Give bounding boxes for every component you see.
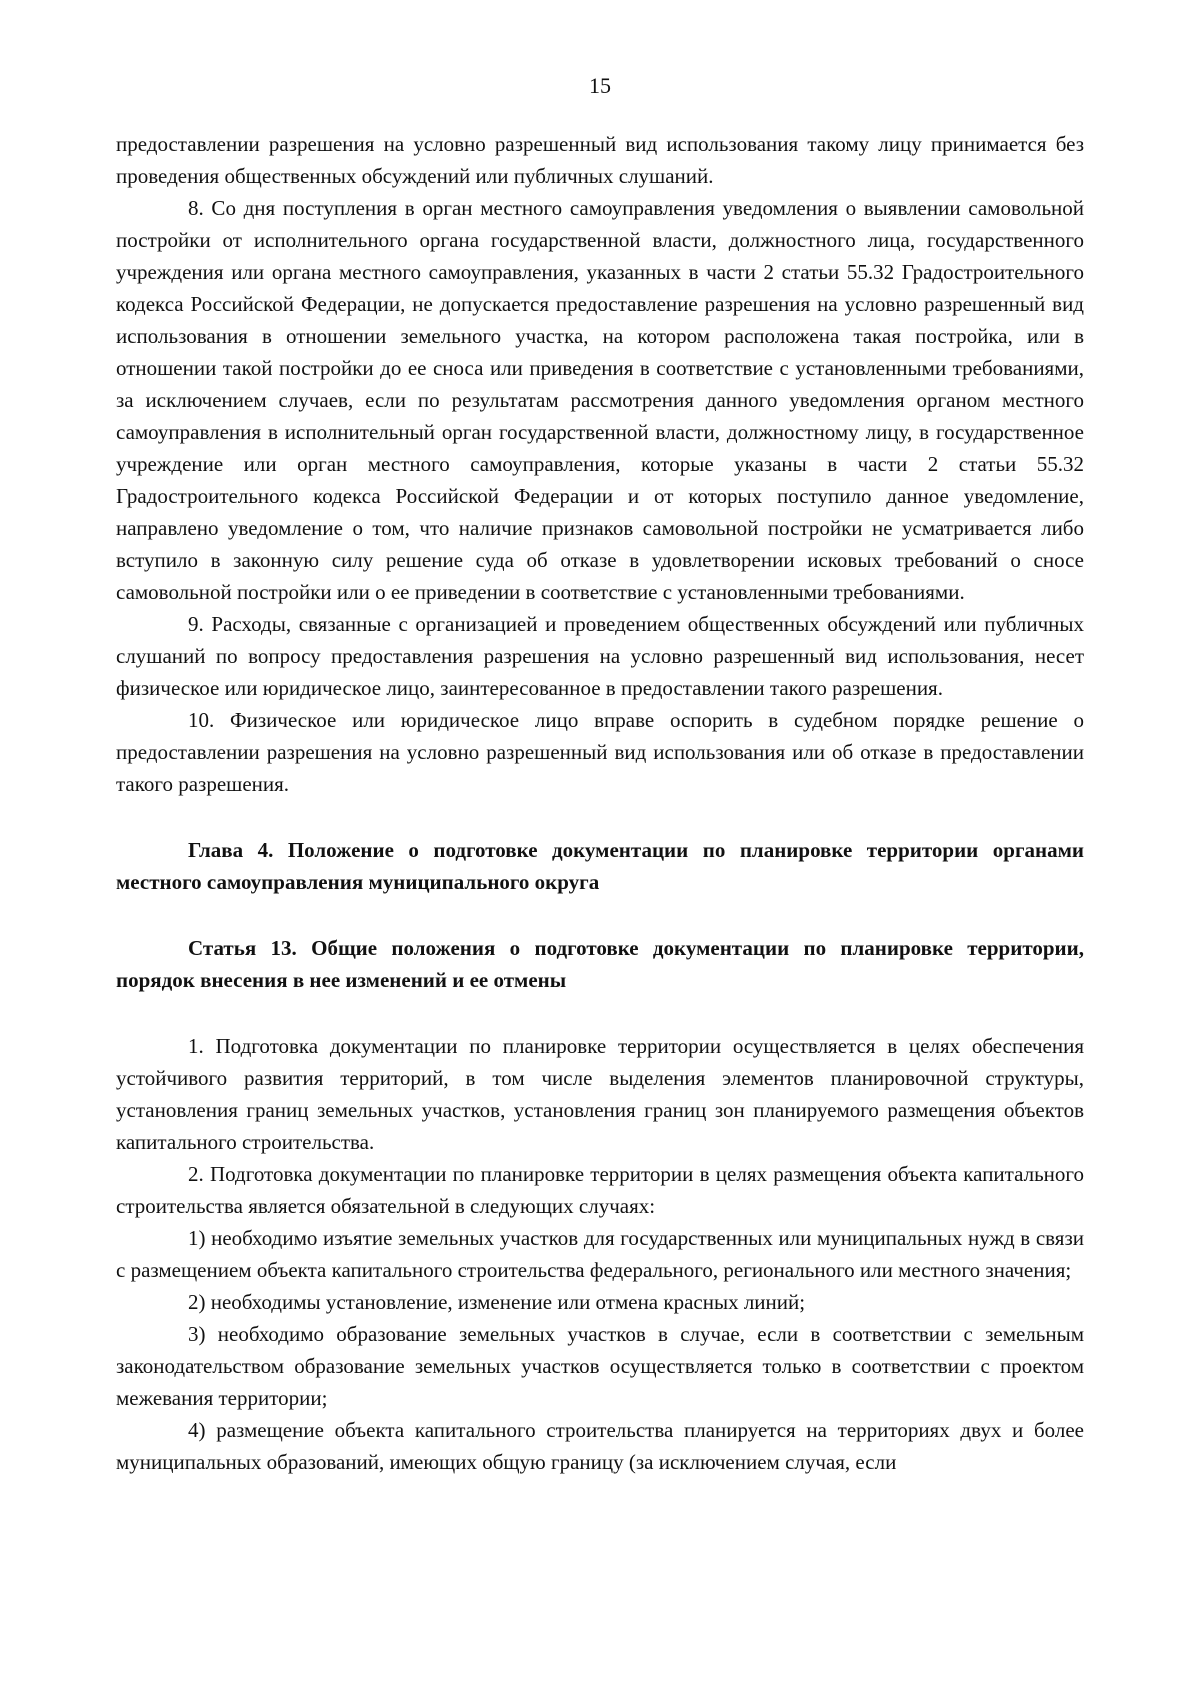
- chapter-heading: Глава 4. Положение о подготовке документации по планировке территории органами местного самоуправления муниципального округа: [116, 838, 1084, 894]
- paragraph-item-10: 10. Физическое или юридическое лицо вправе оспорить в судебном порядке решение о предоставлении разрешения на условно разрешенный вид использования или об отказе в предоставлении такого разрешения.: [116, 708, 1084, 796]
- list-item-4: 4) размещение объекта капитального строительства планируется на территориях двух и более муниципальных образований, имеющих общую границу (за исключением случая, если: [116, 1418, 1084, 1474]
- page-number: 15: [589, 73, 611, 98]
- list-item-1: 1) необходимо изъятие земельных участков для государственных или муниципальных нужд в связи с размещением объекта капитального строительства федерального, регионального или местного значения;: [116, 1226, 1084, 1282]
- article-heading: Статья 13. Общие положения о подготовке документации по планировке территории, порядок внесения в нее изменений и ее отмены: [116, 936, 1084, 992]
- paragraph-item-8: 8. Со дня поступления в орган местного самоуправления уведомления о выявлении самовольной постройки от исполнительного органа государственной власти, должностного лица, государственного учреждения или органа местного самоуправления, указанных в части 2 статьи 55.32 Градостроительного кодекса Российской Федерации, не допускается предоставление разрешения на условно разрешенный вид использования в отношении земельного участка, на котором расположена такая постройка, или в отношении такой постройки до ее сноса или приведения в соответствие с установленными требованиями, за исключением случаев, если по результатам рассмотрения данного уведомления органом местного самоуправления в исполнительный орган государственной власти, должностному лицу, в государственное учреждение или орган местного самоуправления, которые указаны в части 2 статьи 55.32 Градостроительного кодекса Российской Федерации и от которых поступило данное уведомление, направлено уведомление о том, что наличие признаков самовольной постройки не усматривается либо вступило в законную силу решение суда об отказе в удовлетворении исковых требований о сносе самовольной постройки или о ее приведении в соответствие с установленными требованиями.: [116, 196, 1084, 604]
- list-item-3: 3) необходимо образование земельных участков в случае, если в соответствии с земельным законодательством образование земельных участков осуществляется только в соответствии с проектом межевания территории;: [116, 1322, 1084, 1410]
- paragraph-continuation: предоставлении разрешения на условно разрешенный вид использования такому лицу принимается без проведения общественных обсуждений или публичных слушаний.: [116, 132, 1084, 188]
- paragraph-article-item-2: 2. Подготовка документации по планировке территории в целях размещения объекта капитального строительства является обязательной в следующих случаях:: [116, 1162, 1084, 1218]
- paragraph-article-item-1: 1. Подготовка документации по планировке территории осуществляется в целях обеспечения устойчивого развития территорий, в том числе выделения элементов планировочной структуры, установления границ земельных участков, установления границ зон планируемого размещения объектов капитального строительства.: [116, 1034, 1084, 1154]
- document-body: [116, 128, 1084, 1478]
- paragraph-item-9: 9. Расходы, связанные с организацией и проведением общественных обсуждений или публичных слушаний по вопросу предоставления разрешения на условно разрешенный вид использования, несет физическое или юридическое лицо, заинтересованное в предоставлении такого разрешения.: [116, 612, 1084, 700]
- list-item-2: 2) необходимы установление, изменение или отмена красных линий;: [188, 1290, 806, 1314]
